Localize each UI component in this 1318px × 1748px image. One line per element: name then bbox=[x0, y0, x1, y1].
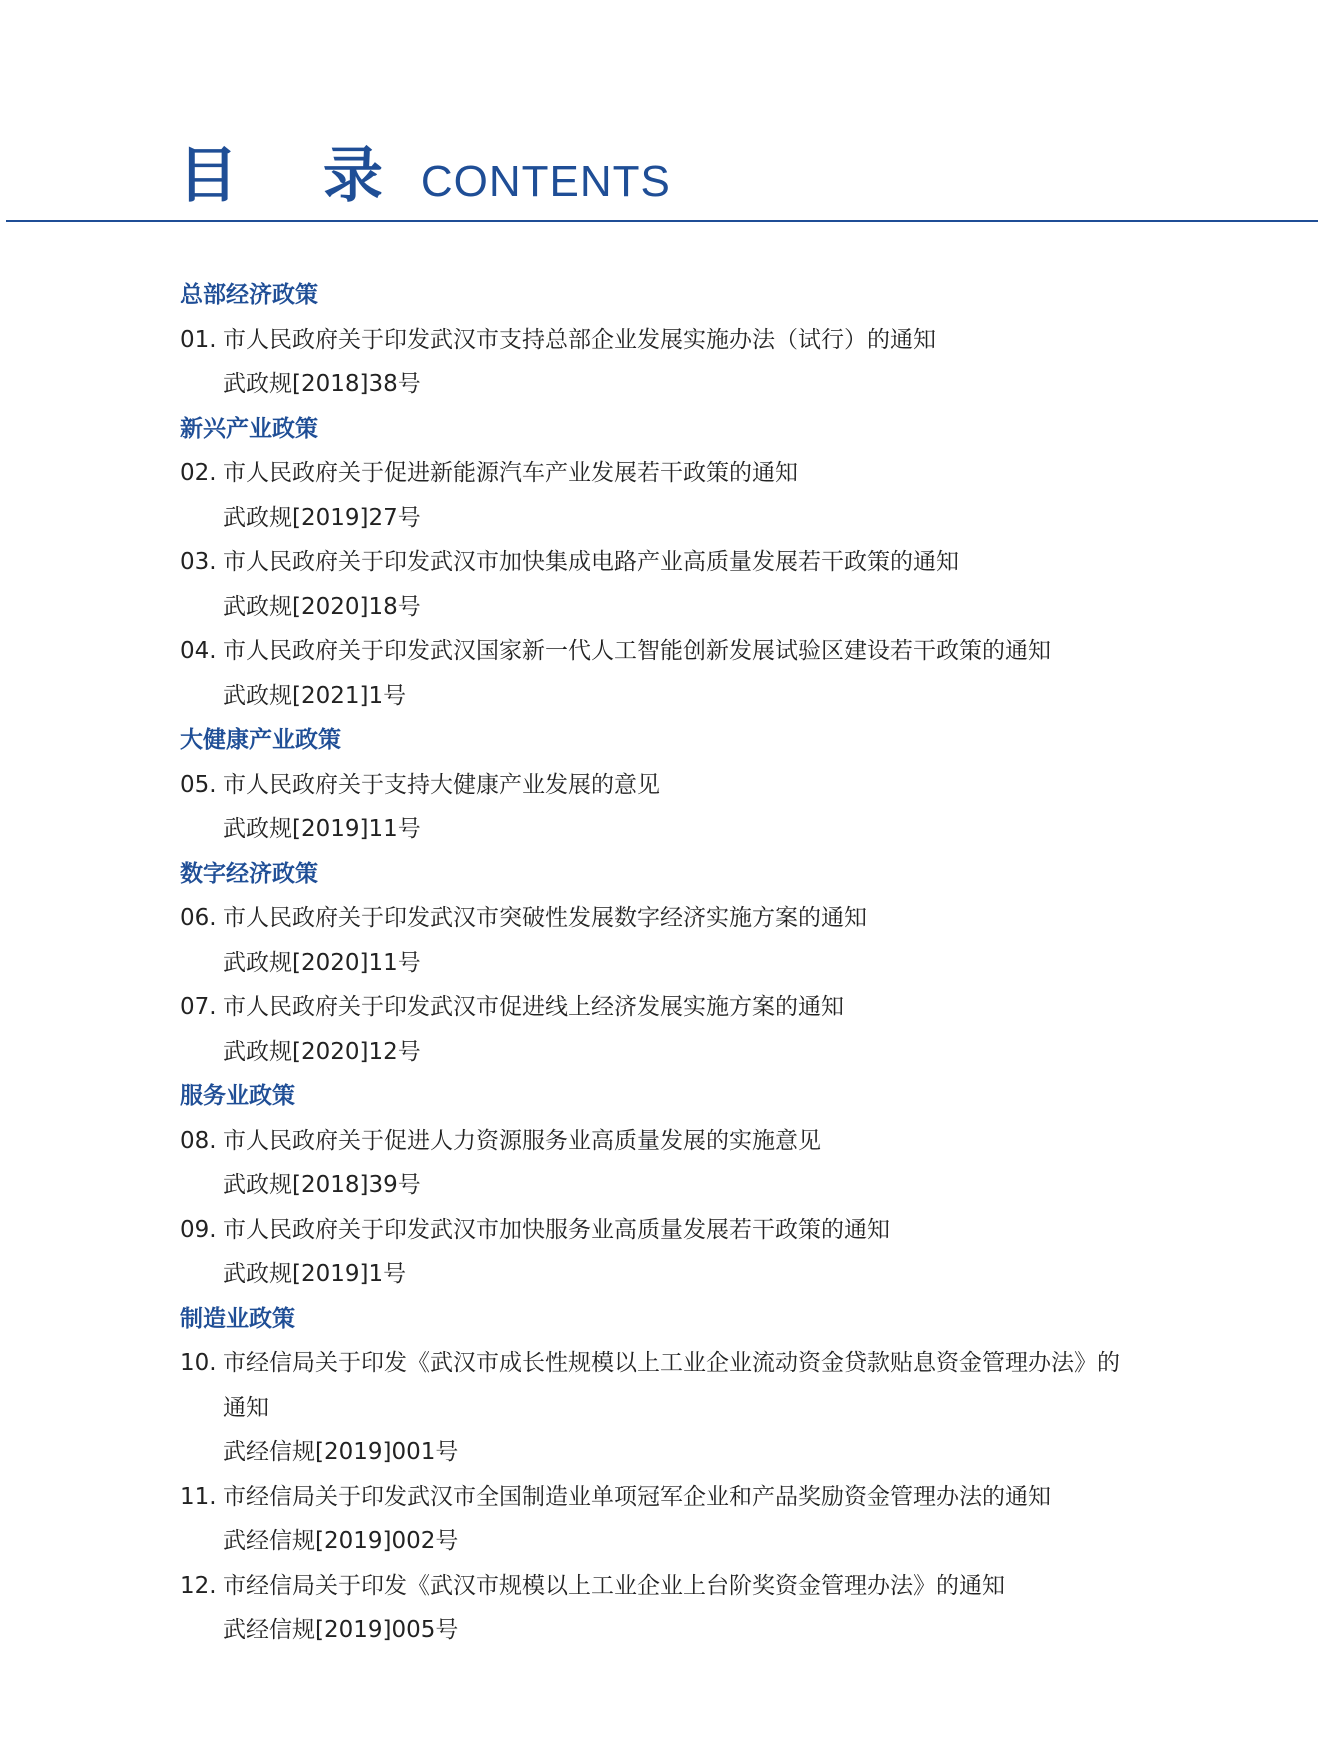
toc-entry-number: 01. bbox=[180, 326, 217, 353]
toc-entry bbox=[180, 1341, 1220, 1386]
toc-entry-number: 11. bbox=[180, 1483, 217, 1510]
toc-entry bbox=[180, 1208, 1220, 1253]
table-of-contents bbox=[180, 273, 1220, 1653]
toc-entry-title: 市人民政府关于促进新能源汽车产业发展若干政策的通知 bbox=[223, 460, 798, 486]
toc-entry-reference: 武政规[2018]39号 bbox=[223, 1172, 421, 1198]
toc-entry-reference: 武经信规[2019]001号 bbox=[223, 1439, 459, 1465]
toc-entry bbox=[180, 985, 1220, 1030]
page-title-cn: 目 录 bbox=[178, 141, 415, 211]
toc-entry-reference: 武政规[2019]1号 bbox=[223, 1261, 407, 1287]
toc-entry-title: 市人民政府关于印发武汉市加快集成电路产业高质量发展若干政策的通知 bbox=[223, 549, 959, 575]
toc-entry-number: 02. bbox=[180, 460, 217, 486]
toc-entry-number: 09. bbox=[180, 1216, 217, 1243]
toc-entry bbox=[180, 1564, 1220, 1609]
toc-section-heading: 总部经济政策 bbox=[180, 282, 318, 308]
toc-section-heading: 新兴产业政策 bbox=[180, 415, 318, 442]
toc-entry-title: 市经信局关于印发武汉市全国制造业单项冠军企业和产品奖励资金管理办法的通知 bbox=[223, 1483, 1051, 1510]
toc-entry-title: 市人民政府关于印发武汉市支持总部企业发展实施办法（试行）的通知 bbox=[223, 326, 936, 353]
toc-entry-number: 05. bbox=[180, 771, 217, 798]
toc-entry bbox=[180, 1475, 1220, 1520]
toc-entry-number: 08. bbox=[180, 1127, 217, 1154]
toc-entry-title: 市人民政府关于支持大健康产业发展的意见 bbox=[223, 771, 660, 798]
toc-entry-reference: 武政规[2020]18号 bbox=[223, 593, 421, 620]
toc-entry-reference: 武政规[2019]27号 bbox=[223, 504, 421, 531]
toc-entry-title: 市人民政府关于印发武汉市促进线上经济发展实施方案的通知 bbox=[223, 994, 844, 1020]
toc-entry bbox=[180, 318, 1220, 363]
toc-entry-title: 市人民政府关于印发武汉市突破性发展数字经济实施方案的通知 bbox=[223, 905, 867, 931]
toc-entry-reference: 武政规[2020]12号 bbox=[223, 1038, 421, 1065]
toc-entry bbox=[180, 451, 1220, 496]
toc-entry bbox=[180, 629, 1220, 674]
toc-entry-number: 10. bbox=[180, 1350, 217, 1376]
page-header bbox=[178, 140, 671, 212]
toc-entry-reference: 通知 bbox=[223, 1394, 269, 1421]
toc-entry-number: 12. bbox=[180, 1572, 217, 1599]
toc-entry bbox=[180, 896, 1220, 941]
toc-entry-title: 市人民政府关于印发武汉市加快服务业高质量发展若干政策的通知 bbox=[223, 1216, 890, 1243]
toc-entry bbox=[180, 540, 1220, 585]
toc-entry-number: 04. bbox=[180, 638, 217, 664]
toc-entry-reference: 武政规[2018]38号 bbox=[223, 371, 421, 397]
header-divider bbox=[6, 220, 1318, 222]
toc-entry-reference: 武政规[2021]1号 bbox=[223, 682, 407, 709]
toc-entry-title: 市人民政府关于印发武汉国家新一代人工智能创新发展试验区建设若干政策的通知 bbox=[223, 638, 1051, 664]
toc-entry-reference: 武政规[2020]11号 bbox=[223, 949, 421, 976]
toc-entry-reference: 武政规[2019]11号 bbox=[223, 816, 421, 842]
page-title-en: CONTENTS bbox=[420, 157, 671, 206]
toc-entry-title: 市经信局关于印发《武汉市规模以上工业企业上台阶奖资金管理办法》的通知 bbox=[223, 1572, 1005, 1599]
toc-section-heading: 数字经济政策 bbox=[180, 860, 318, 887]
toc-entry-title: 市人民政府关于促进人力资源服务业高质量发展的实施意见 bbox=[223, 1127, 821, 1154]
toc-entry-reference: 武经信规[2019]002号 bbox=[223, 1528, 459, 1554]
toc-entry-number: 06. bbox=[180, 905, 217, 931]
toc-entry-title: 市经信局关于印发《武汉市成长性规模以上工业企业流动资金贷款贴息资金管理办法》的 bbox=[223, 1350, 1120, 1376]
toc-entry-number: 07. bbox=[180, 994, 217, 1020]
toc-entry-number: 03. bbox=[180, 549, 217, 575]
toc-section-heading: 服务业政策 bbox=[180, 1083, 295, 1109]
toc-section-heading: 制造业政策 bbox=[180, 1305, 295, 1332]
toc-entry-reference: 武经信规[2019]005号 bbox=[223, 1617, 459, 1643]
toc-entry bbox=[180, 1119, 1220, 1164]
toc-section-heading: 大健康产业政策 bbox=[180, 727, 341, 753]
toc-entry bbox=[180, 763, 1220, 808]
